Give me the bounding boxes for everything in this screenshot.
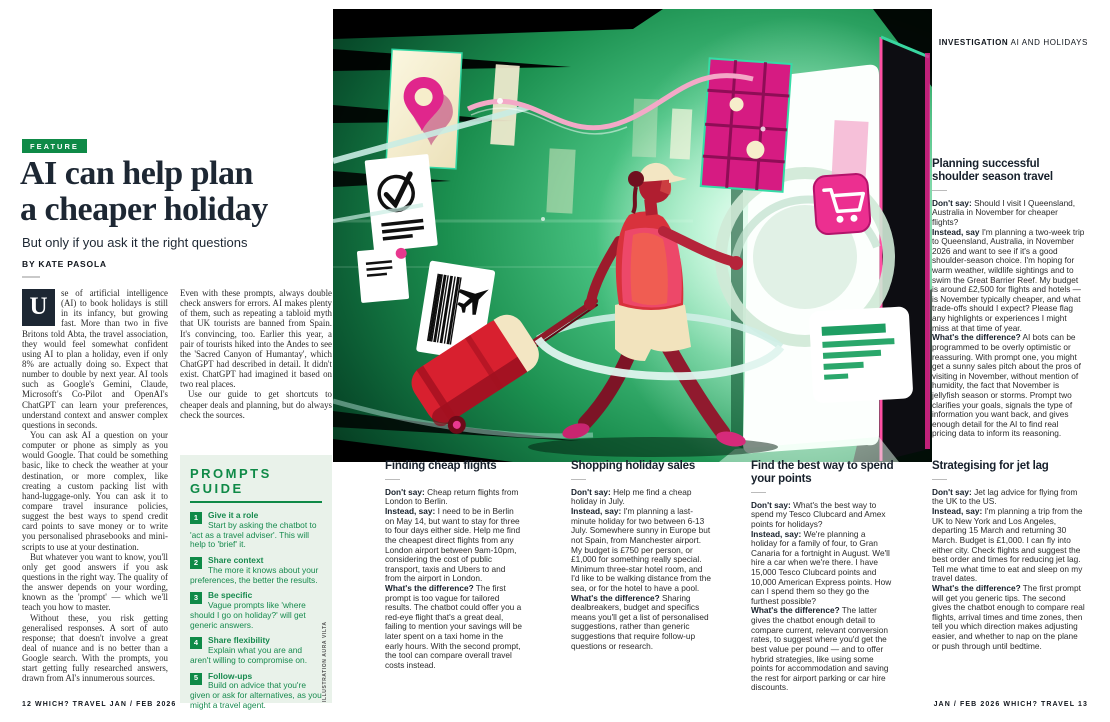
intro-column-1 (22, 288, 168, 683)
section-strap (939, 38, 1088, 47)
note-card (357, 247, 411, 303)
feature-tag: FEATURE (22, 139, 87, 153)
folio-left: 12 WHICH? TRAVEL JAN / FEB 2026 (22, 701, 177, 708)
section-topic: AI AND HOLIDAYS (1010, 38, 1088, 47)
hair-bun (628, 171, 644, 187)
heading-rule (932, 190, 947, 191)
prompt-item: 2 Share context The more it knows about your preferences, the better the results. (190, 555, 319, 585)
dont-say-segment: Don't say: Help me find a cheap holiday in July. (571, 486, 692, 507)
body-paragraph: Without these, you risk getting generalised responses. A sort of auto response; that doesn't involve a great deal of nuance and is no better than a Google search. With the prompts, you start getting fully researched answers, drawn from AI's innumerous sources. (22, 612, 168, 684)
pink-panel (831, 120, 868, 182)
hero-illustration-svg (333, 9, 932, 462)
instead-say-segment: Instead, say I'm planning a two-week trip to Queensland, Australia, in November 2026 and want to see if it's a good shoulder-season choice. I'm hoping for warm weather, wildlife sightings and to swim the Great Barrier Reef. My budget is around £2,500 for flights and hotels — is November typically cheaper, and what trade-offs should I expect? Please flag any highlights or experiences I might miss at that time of year. (932, 226, 1085, 333)
byline: BY KATE PASOLA (22, 259, 107, 269)
prompt-item: 5 Follow-ups Build on advice that you're given or ask for alternatives, as you might a travel agent. (190, 670, 322, 710)
prompt-item: 4 Share flexibility Explain what you are and aren't willing to compromise on. (190, 635, 308, 665)
dont-say-segment: Don't say: Should I visit I Queensland, Australia in November for cheaper flights? (932, 197, 1076, 227)
sidebar-shoulder-season (932, 158, 1085, 439)
heading-rule (571, 479, 586, 480)
prompt-number-badge: 5 (190, 673, 202, 685)
heading-rule (932, 479, 947, 480)
folio-right: JAN / FEB 2026 WHICH? TRAVEL 13 (933, 701, 1088, 708)
prompt-item: 1 Give it a role Start by asking the chatbot to 'act as a travel adviser'. This will help to 'brief' it. (190, 510, 317, 550)
tip-heading: Strategising for jet lag (932, 460, 1049, 472)
heading-rule (751, 492, 766, 493)
tip-column-jetlag (932, 460, 1085, 651)
tip-column-flights (385, 460, 523, 670)
byline-rule (22, 276, 40, 278)
dont-say-segment: Don't say: Jet lag advice for flying from the UK to the US. (932, 486, 1078, 507)
floating-card (670, 109, 693, 160)
tip-heading: Finding cheap flights (385, 460, 497, 472)
drop-cap: U (22, 289, 55, 326)
prompt-number-badge: 3 (190, 592, 202, 604)
prompts-guide-title: PROMPTS GUIDE (190, 466, 322, 503)
difference-segment: What's the difference? The latter gives the chatbot enough detail to compare current, relevant conversion rates, to suggest where you'd get the best value per pound — and to offer hybrid strategies, like using some points for accommodation and saving the rest for airport parking or car hire discounts. (751, 605, 889, 693)
tip-heading: Shopping holiday sales (571, 460, 696, 472)
difference-segment: What's the difference? The first prompt is too vague for tailored results. The chatbot could offer you a red-eye flight that's a great deal, failing to mention your savings will be later spent on a taxi home in the early hours. With the second prompt, the tool can compare overall travel costs instead. (385, 582, 522, 670)
dont-say-segment: Don't say: What's the best way to spend my Tesco Clubcard and Amex points for holidays? (751, 499, 886, 529)
floating-card (546, 148, 575, 213)
tip-column-sales (571, 460, 713, 651)
body-paragraph: se of artificial intelligence (AI) to book holidays is still in its infancy, but growing fast. More than two in five Britons told Abta, the travel association, they would feel somewhat confident using AI to plan a holiday, even if only 8% are actually doing so. Expect that number to double by next year. AI tools such as Google's Gemini, Claude, Microsoft's Co-Pilot and OpenAI's ChatGPT can learn your preferences, understand context and answer complex questions in seconds. (22, 288, 168, 430)
prompt-number-badge: 4 (190, 637, 202, 649)
difference-segment: What's the difference? AI bots can be programmed to be overly optimistic or reassuring. With prompt one, you might get a sunny sales pitch about the pros of visiting in November, without mention of humidity, the fact that November is jellyfish season or storms. Prompt two clarifies your goals, signals the type of information you want back, and gives enough detail for the AI to find real pricing data to inform its reasoning. (932, 332, 1081, 439)
prompt-number-badge: 1 (190, 512, 202, 524)
section-label: INVESTIGATION (938, 38, 1009, 47)
results-card-icon (809, 306, 914, 403)
illustration-credit: ILLUSTRATION AURA VILTA (322, 621, 328, 702)
cart-icon (813, 173, 871, 235)
map-pin-card (386, 49, 462, 169)
heading-rule (385, 479, 400, 480)
intro-column-2 (180, 288, 332, 420)
instead-say-segment: Instead, say: I need to be in Berlin on May 14, but want to stay for three to four days either side. Help me find the cheapest direct flights from any London airport between 9am-10pm, considering the cost of public transport, taxis and Ubers to and from the airport in London. (385, 506, 521, 584)
difference-segment: What's the difference? The first prompt will get you generic tips. The second gives the chatbot enough to compare real flights, arrival times and time zones, then tell you which direction makes adjusting easier, and whether to nap on the plane or push through until bedtime. (932, 582, 1085, 651)
body-paragraph: Use our guide to get shortcuts to cheaper deals and planning, but do always check the sources. (180, 389, 332, 420)
body-paragraph: You can ask AI a question on your computer or phone as simply as you would Google. That could be something basic, like to check the weather at your destination, or more complex, like creating a custom packing list with hand-luggage-only. You can ask it to compare travel insurance policies, suggest the best ways to spend credit card points to save money or to write you personalised phrasebooks and mini-scripts to use at your destination. (22, 429, 168, 552)
prompts-guide-box (180, 455, 332, 710)
page-title: AI can help plan a cheaper holiday (20, 155, 268, 229)
instead-say-segment: Instead, say: We're planning a holiday for a family of four, to Gran Canaria for a fortnight in August. We'll hire a car when we're there. I have 15,000 Tesco Clubcard points and 10,000 American Express points. How can I spend them so they go the furthest possible? (751, 528, 892, 606)
instead-say-segment: Instead, say: I'm planning a last-minute holiday for two between 6-13 July. Somewhere sunny in Europe but not Spain, from Manchester airport. My budget is £750 per person, or £1,000 for something really special. Minimum three-star hotel room, and I'd like to be walking distance from the sea, or for the hotel to have a pool. (571, 506, 711, 593)
sidebar-heading: Planning successful shoulder season travel (932, 158, 1053, 183)
hero-illustration (333, 9, 932, 462)
checklist-card (365, 154, 438, 252)
tip-heading: Find the best way to spend your points (751, 460, 894, 485)
body-paragraph: Even with these prompts, always double check answers for errors. AI makes plenty of them, such as repeating a tabloid myth that UK tourists are banned from Spain. It's convincing, too. Earlier this year, a pair of tourists hiked into the Andes to see the 'Sacred Canyon of Humantay', which ChatGPT had described in detail. It didn't exist. ChatGPT had imagined it based on two real places. (180, 288, 332, 390)
dont-say-segment: Don't say: Cheap return flights from London to Berlin. (385, 486, 519, 507)
prompt-number-badge: 2 (190, 557, 202, 569)
difference-segment: What's the difference? Sharing dealbreakers, budget and specifics means you'll get a list of personalised suggestions, rather than generic suggestions that require follow-up questions or research. (571, 592, 709, 651)
prompt-item: 3 Be specific Vague prompts like 'where should I go on holiday?' will get generic answers. (190, 590, 306, 630)
tip-column-points (751, 460, 894, 693)
instead-say-segment: Instead, say: I'm planning a trip from the UK to New York and Los Angeles, departing 15 March and returning 30 March. Budget is £1,000. I can fly into either city. Check flights and suggest the best order and times for reducing jet lag. Tell me what time to eat and sleep on my travel dates. (932, 506, 1083, 584)
standfirst: But only if you ask it the right questions (22, 235, 248, 250)
body-paragraph: But whatever you want to know, you'll only get good answers if you ask questions in the right way. The quality of the answer depends on your wording, known as the 'prompt' — which we'll teach you how to master. (22, 551, 168, 613)
